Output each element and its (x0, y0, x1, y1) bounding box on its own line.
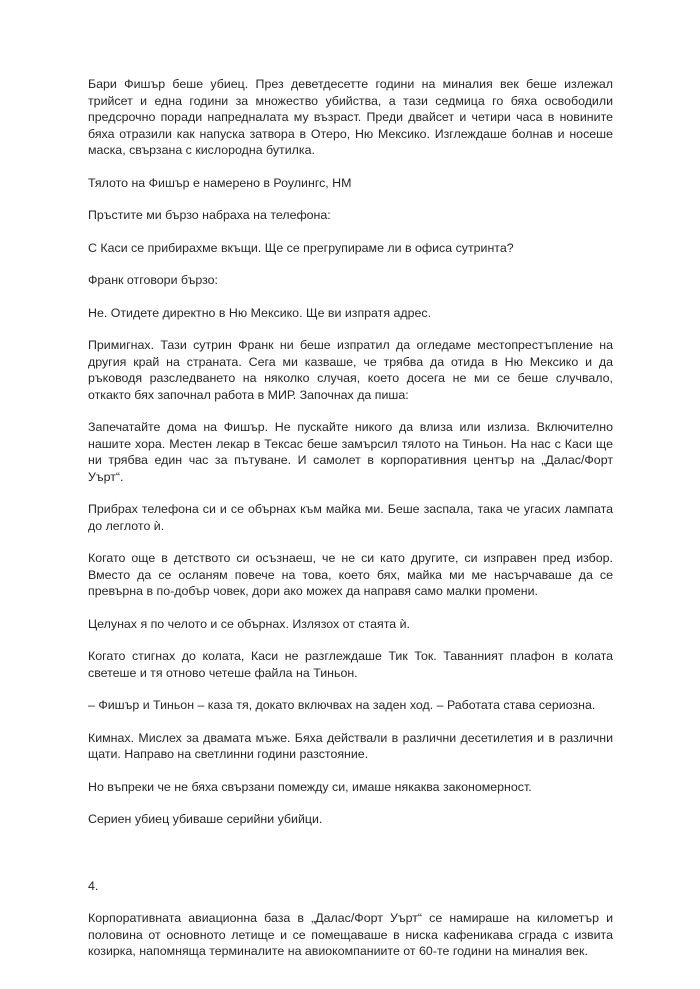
chapter-number: 4. (88, 878, 99, 893)
paragraph: Корпоративната авиационна база в „Далас/Форт Уърт“ се намираше на километър и половина от основното летище и се помещаваше в ниска кафеникава сграда с извита козирка, напомняща терминалите на авиокомпаниите от 60-те години на миналия век. (88, 911, 613, 958)
paragraph: Бари Фишър беше убиец. През деветдесетте години на миналия век беше излежал трийсет и една години за множество убийства, а тази седмица го бяха освободили предсрочно поради напредналата му възраст. Преди двайсет и четири часа в новините бяха отразили как напуска затвора в Отеро, Ню Мексико. Изглеждаше болнав и носеше маска, свързана с кислородна бутилка. (88, 77, 613, 157)
paragraph: Но въпреки че не бяха свързани помежду си, имаше някаква закономерност. (88, 779, 532, 794)
paragraph: Прибрах телефона си и се обърнах към майка ми. Беше заспала, така че угасих лампата до леглото ѝ. (88, 502, 613, 533)
paragraph: Запечатайте дома на Фишър. Не пускайте никого да влиза или излиза. Включително нашите хора. Местен лекар в Тексас беше замърсил тялото на Тиньон. На нас с Каси ще ни трябва един час за пътуване. И самолет в корпоративния център на „Далас/Форт Уърт“. (88, 420, 613, 484)
document-body (88, 76, 613, 976)
paragraph: Целунах я по челото и се обърнах. Излязох от стаята ѝ. (88, 616, 410, 631)
paragraph: Тялото на Фишър е намерено в Роулингс, НМ (88, 175, 352, 190)
paragraph: Кимнах. Мислех за двамата мъже. Бяха действали в различни десетилетия и в различни щати. Направо на светлинни години разстояние. (88, 730, 613, 761)
paragraph: С Каси се прибирахме вкъщи. Ще се прегрупираме ли в офиса сутринта? (88, 240, 514, 255)
paragraph: Не. Отидете директно в Ню Мексико. Ще ви изпратя адрес. (88, 305, 432, 320)
paragraph: Франк отговори бързо: (88, 273, 218, 287)
paragraph: Сериен убиец убиваше серийни убийци. (88, 812, 323, 826)
paragraph: Когато стигнах до колата, Каси не разглеждаше Тик Ток. Таванният плафон в колата светеше и тя отново четеше файла на Тиньон. (88, 649, 613, 680)
paragraph: Пръстите ми бързо набраха на телефона: (88, 208, 331, 222)
paragraph: Когато още в детството си осъзнаеш, че не си като другите, си изправен пред избор. Вместо да се осланям повече на това, което бях, майка ми ме насърчаваше да се превърна в по-добър човек, дори ако можех да направя само малки промени. (88, 551, 613, 598)
paragraph: – Фишър и Тиньон – каза тя, докато включвах на заден ход. – Работата става сериозна. (88, 698, 596, 712)
paragraph: Примигнах. Тази сутрин Франк ни беше изпратил да огледаме местопрестъпление на другия край на страната. Сега ми казваше, че трябва да отида в Ню Мексико и да ръководя разследването на няколко случая, което досега не ми се беше случвало, откакто бях започнал работа в МИР. Започнах да пиша: (88, 338, 613, 402)
